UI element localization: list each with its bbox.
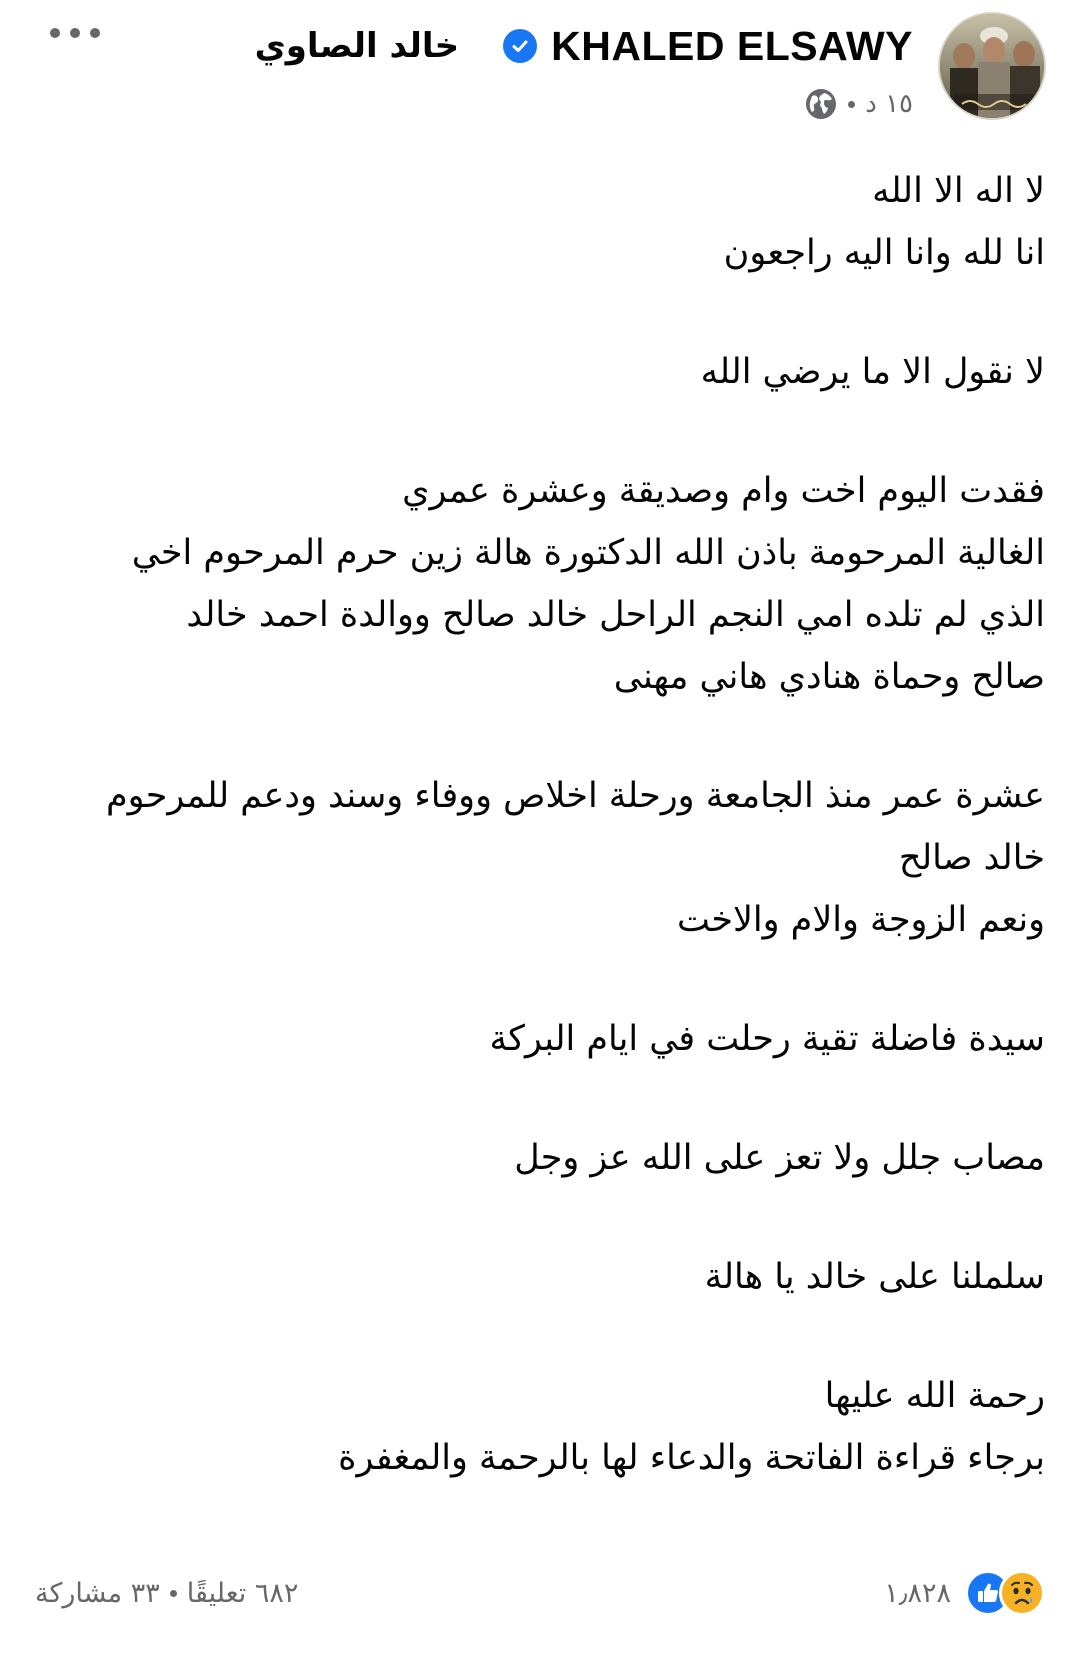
avatar[interactable] (938, 12, 1046, 120)
post-text-line: مصاب جلل ولا تعز على الله عز وجل (514, 1138, 1045, 1178)
author-name-row (255, 16, 913, 76)
paragraph-gap (35, 1189, 1045, 1246)
more-dot (90, 28, 100, 38)
verified-badge-icon (503, 29, 537, 63)
more-options-button[interactable] (50, 18, 100, 48)
author-name-arabic[interactable]: خالد الصاوي (254, 26, 460, 66)
meta-separator (848, 101, 855, 108)
paragraph-gap (35, 1308, 1045, 1365)
paragraph-gap (35, 403, 1045, 460)
paragraph-gap (35, 951, 1045, 1008)
comments-count[interactable]: ٦٨٢ تعليقًا (186, 1577, 299, 1609)
more-dot (70, 28, 80, 38)
post-text-line: لا نقول الا ما يرضي الله (700, 352, 1045, 392)
globe-icon (804, 87, 838, 121)
post-text-line: الغالية المرحومة باذن الله الدكتورة هالة زين حرم المرحوم اخي (131, 533, 1045, 573)
post-text-line: الذي لم تلده امي النجم الراحل خالد صالح ووالدة احمد خالد (186, 595, 1045, 635)
author-name-latin[interactable]: KHALED ELSAWY (551, 22, 913, 69)
paragraph-gap (35, 708, 1045, 765)
post-text-line: فقدت اليوم اخت وام وصديقة وعشرة عمري (402, 471, 1045, 511)
sad-icon (999, 1570, 1045, 1616)
post-text-line: عشرة عمر منذ الجامعة ورحلة اخلاص ووفاء وسند ودعم للمرحوم (105, 776, 1045, 816)
post-meta (804, 84, 913, 124)
post-text-line: برجاء قراءة الفاتحة والدعاء لها بالرحمة والمغفرة (338, 1438, 1045, 1478)
post-text-line: انا لله وانا اليه راجعون (723, 233, 1045, 273)
reaction-icons (965, 1570, 1045, 1616)
stats-separator (170, 1590, 177, 1597)
paragraph-gap (35, 284, 1045, 341)
post-text-line: ونعم الزوجة والام والاخت (676, 900, 1045, 940)
post-text (35, 160, 1045, 1489)
more-dot (50, 28, 60, 38)
reaction-count: ١٫٨٢٨ (884, 1577, 951, 1609)
post-text-line: لا اله الا الله (872, 171, 1045, 211)
post-timestamp[interactable]: ١٥ د (865, 89, 913, 119)
avatar-image (940, 14, 1046, 120)
paragraph-gap (35, 1070, 1045, 1127)
reactions-summary[interactable] (884, 1565, 1045, 1621)
shares-count[interactable]: ٣٣ مشاركة (35, 1577, 160, 1609)
post-text-line: رحمة الله عليها (824, 1376, 1045, 1416)
post-text-line: خالد صالح (898, 838, 1045, 878)
post-text-line: سلملنا على خالد يا هالة (704, 1257, 1045, 1297)
engagement-stats (35, 1568, 298, 1618)
post-text-line: سيدة فاضلة تقية رحلت في ايام البركة (489, 1019, 1045, 1059)
post-text-line: صالح وحماة هنادي هاني مهنى (613, 657, 1045, 697)
